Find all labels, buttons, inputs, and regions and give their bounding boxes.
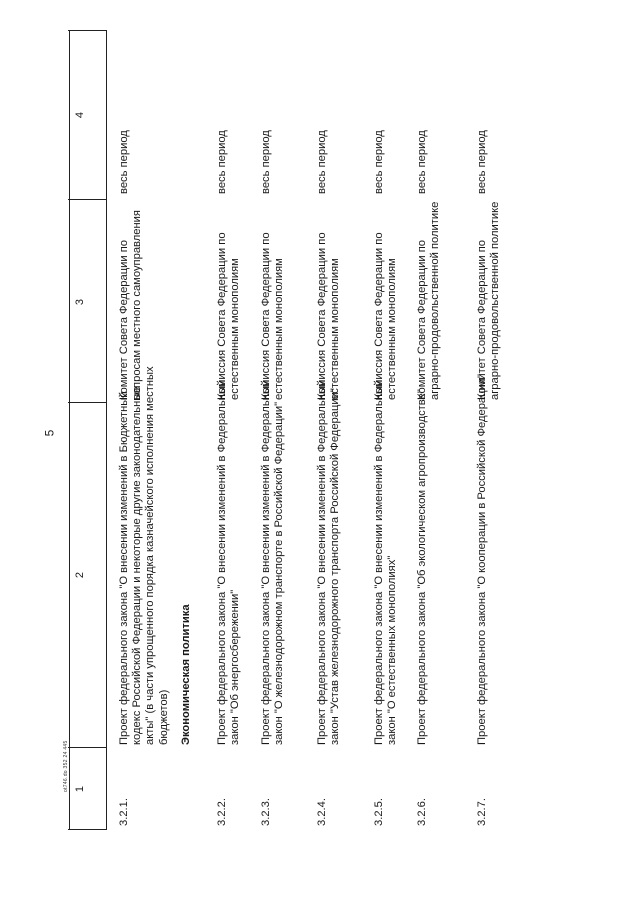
row-responsible: Комиссия Совета Федерации по естественным монополиям — [373, 232, 399, 400]
row-number: 3.2.6. — [416, 798, 428, 826]
row-text: Проект федерального закона "Об экологическом агропроизводстве" — [416, 389, 428, 745]
row-text: Проект федерального закона "О внесении изменений в Федеральный закон "О железнодорожном транспорте в Российской Федерации" — [260, 379, 286, 745]
header-divider — [68, 199, 106, 200]
footer-code: ot746.do 352 24 445 — [63, 740, 69, 792]
row-text: Проект федерального закона "О внесении изменений в Федеральный закон "Устав железнодорожного транспорта Российской Федерации" — [316, 379, 342, 745]
row-period: весь период — [476, 130, 488, 194]
row-number: 3.2.4. — [316, 798, 328, 826]
header-divider — [68, 747, 106, 748]
row-responsible: Комиссия Совета Федерации по естественным монополиям — [316, 232, 342, 400]
row-text: Проект федерального закона "О внесении изменений в Бюджетный кодекс Российской Федерации и некоторые другие законодательные акты" (в части упрощенного порядка казначейского исполнения местных бюджетов) — [118, 366, 170, 745]
page-number: 5 — [42, 429, 57, 437]
row-text: Проект федерального закона "О внесении изменений в Федеральный закон "О естественных монополиях" — [373, 379, 399, 745]
row-responsible: Комиссия Совета Федерации по естественным монополиям — [216, 232, 242, 400]
row-responsible: Комитет Совета Федерации по аграрно-продовольственной политике — [416, 201, 442, 400]
row-number: 3.2.3. — [260, 798, 272, 826]
row-number: 3.2.5. — [373, 798, 385, 826]
row-responsible: Комитет Совета Федерации по вопросам местного самоуправления — [118, 210, 144, 400]
row-text: Проект федерального закона "О внесении изменений в Федеральный закон "Об энергосбережении" — [216, 379, 242, 745]
header-bottom-border — [106, 30, 107, 830]
row-responsible: Комиссия Совета Федерации по естественным монополиям — [260, 232, 286, 400]
row-responsible: Комитет Совета Федерации по аграрно-продовольственной политике — [476, 201, 502, 400]
rotated-table — [68, 30, 602, 830]
row-period: весь период — [316, 130, 328, 194]
row-period: весь период — [260, 130, 272, 194]
row-period: весь период — [416, 130, 428, 194]
row-text: Проект федерального закона "О кооперации в Российской Федерации" — [476, 373, 488, 745]
header-divider — [68, 829, 106, 830]
row-number: 3.2.1. — [118, 798, 130, 826]
row-period: весь период — [216, 130, 228, 194]
table-top-border — [69, 30, 70, 830]
section-title: Экономическая политика — [180, 604, 192, 745]
header-divider — [68, 402, 106, 403]
header-col-1: 1 — [74, 785, 86, 793]
row-number: 3.2.7. — [476, 798, 488, 826]
header-col-2: 2 — [74, 571, 86, 579]
row-period: весь период — [373, 130, 385, 194]
header-col-3: 3 — [74, 298, 86, 306]
header-col-4: 4 — [74, 111, 86, 119]
row-number: 3.2.2. — [216, 798, 228, 826]
header-divider — [68, 30, 106, 31]
row-period: весь период — [118, 130, 130, 194]
